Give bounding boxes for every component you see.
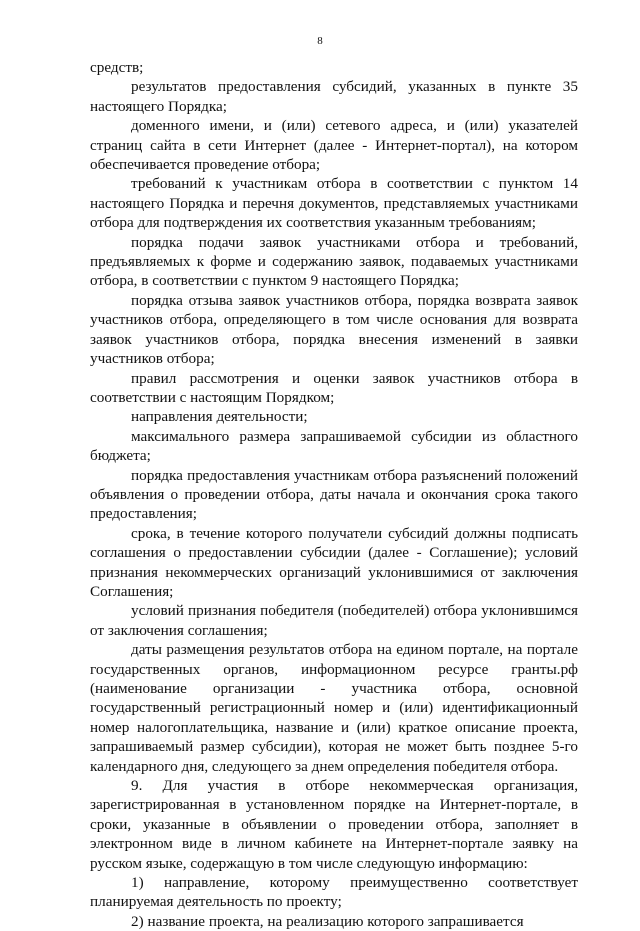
paragraph: даты размещения результатов отбора на едином портале, на портале государственных органов, информационном ресурсе гранты.рф (наименование организации - участника отбора, основной государственный регистрационный номер и (или) идентификационный номер налогоплательщика, название и (или) краткое описание проекта, запрашиваемый размер субсидии), которая не может быть позднее 5-го календарного дня, следующего за днем определения победителя отбора. <box>90 641 578 775</box>
paragraph: доменного имени, и (или) сетевого адреса, и (или) указателей страниц сайта в сети Интернет (далее - Интернет-портал), на котором обеспечивается проведение отбора; <box>90 117 578 174</box>
paragraph: максимального размера запрашиваемой субсидии из областного бюджета; <box>90 427 578 465</box>
paragraph: порядка предоставления участникам отбора разъяснений положений объявления о проведении отбора, даты начала и окончания срока такого предоставления; <box>90 466 578 523</box>
paragraph: срока, в течение которого получатели субсидий должны подписать соглашения о предоставлении субсидии (далее - Соглашение); условий признания некоммерческих организаций уклонившимися от заключения Соглашения; <box>90 524 578 600</box>
paragraph: условий признания победителя (победителей) отбора уклонившимся от заключения соглашения; <box>90 602 578 639</box>
paragraph: порядка подачи заявок участниками отбора и требований, предъявляемых к форме и содержанию заявок, подаваемых участниками отбора, в соответствии с пунктом 9 настоящего Порядка; <box>90 233 578 290</box>
paragraph: порядка отзыва заявок участников отбора, порядка возврата заявок участников отбора, определяющего в том числе основания для возврата заявок участников отбора, порядка внесения изменений в заявки участников отбора; <box>90 291 578 368</box>
paragraph: средств; <box>90 59 144 76</box>
page-number: 8 <box>317 35 323 47</box>
paragraph: требований к участникам отбора в соответствии с пунктом 14 настоящего Порядка и перечня документов, представляемых участниками отбора для подтверждения их соответствия указанным требованиям; <box>90 175 578 232</box>
list-item: 2) название проекта, на реализацию которого запрашивается <box>131 912 524 930</box>
list-item: 1) направление, которому преимущественно соответствует планируемая деятельность по проекту; <box>90 874 578 911</box>
paragraph: результатов предоставления субсидий, указанных в пункте 35 настоящего Порядка; <box>90 78 578 115</box>
paragraph: направления деятельности; <box>131 408 308 426</box>
paragraph: правил рассмотрения и оценки заявок участников отбора в соответствии с настоящим Порядком; <box>90 369 578 406</box>
numbered-paragraph: 9. Для участия в отборе некоммерческая организация, зарегистрированная в установленном порядке на Интернет-портале, в сроки, указанные в объявлении о проведении отбора, заполняет в электронном виде в личном кабинете на Интернет-портале заявку на русском языке, содержащую в том числе следующую информацию: <box>90 777 578 872</box>
document-body <box>90 58 578 931</box>
